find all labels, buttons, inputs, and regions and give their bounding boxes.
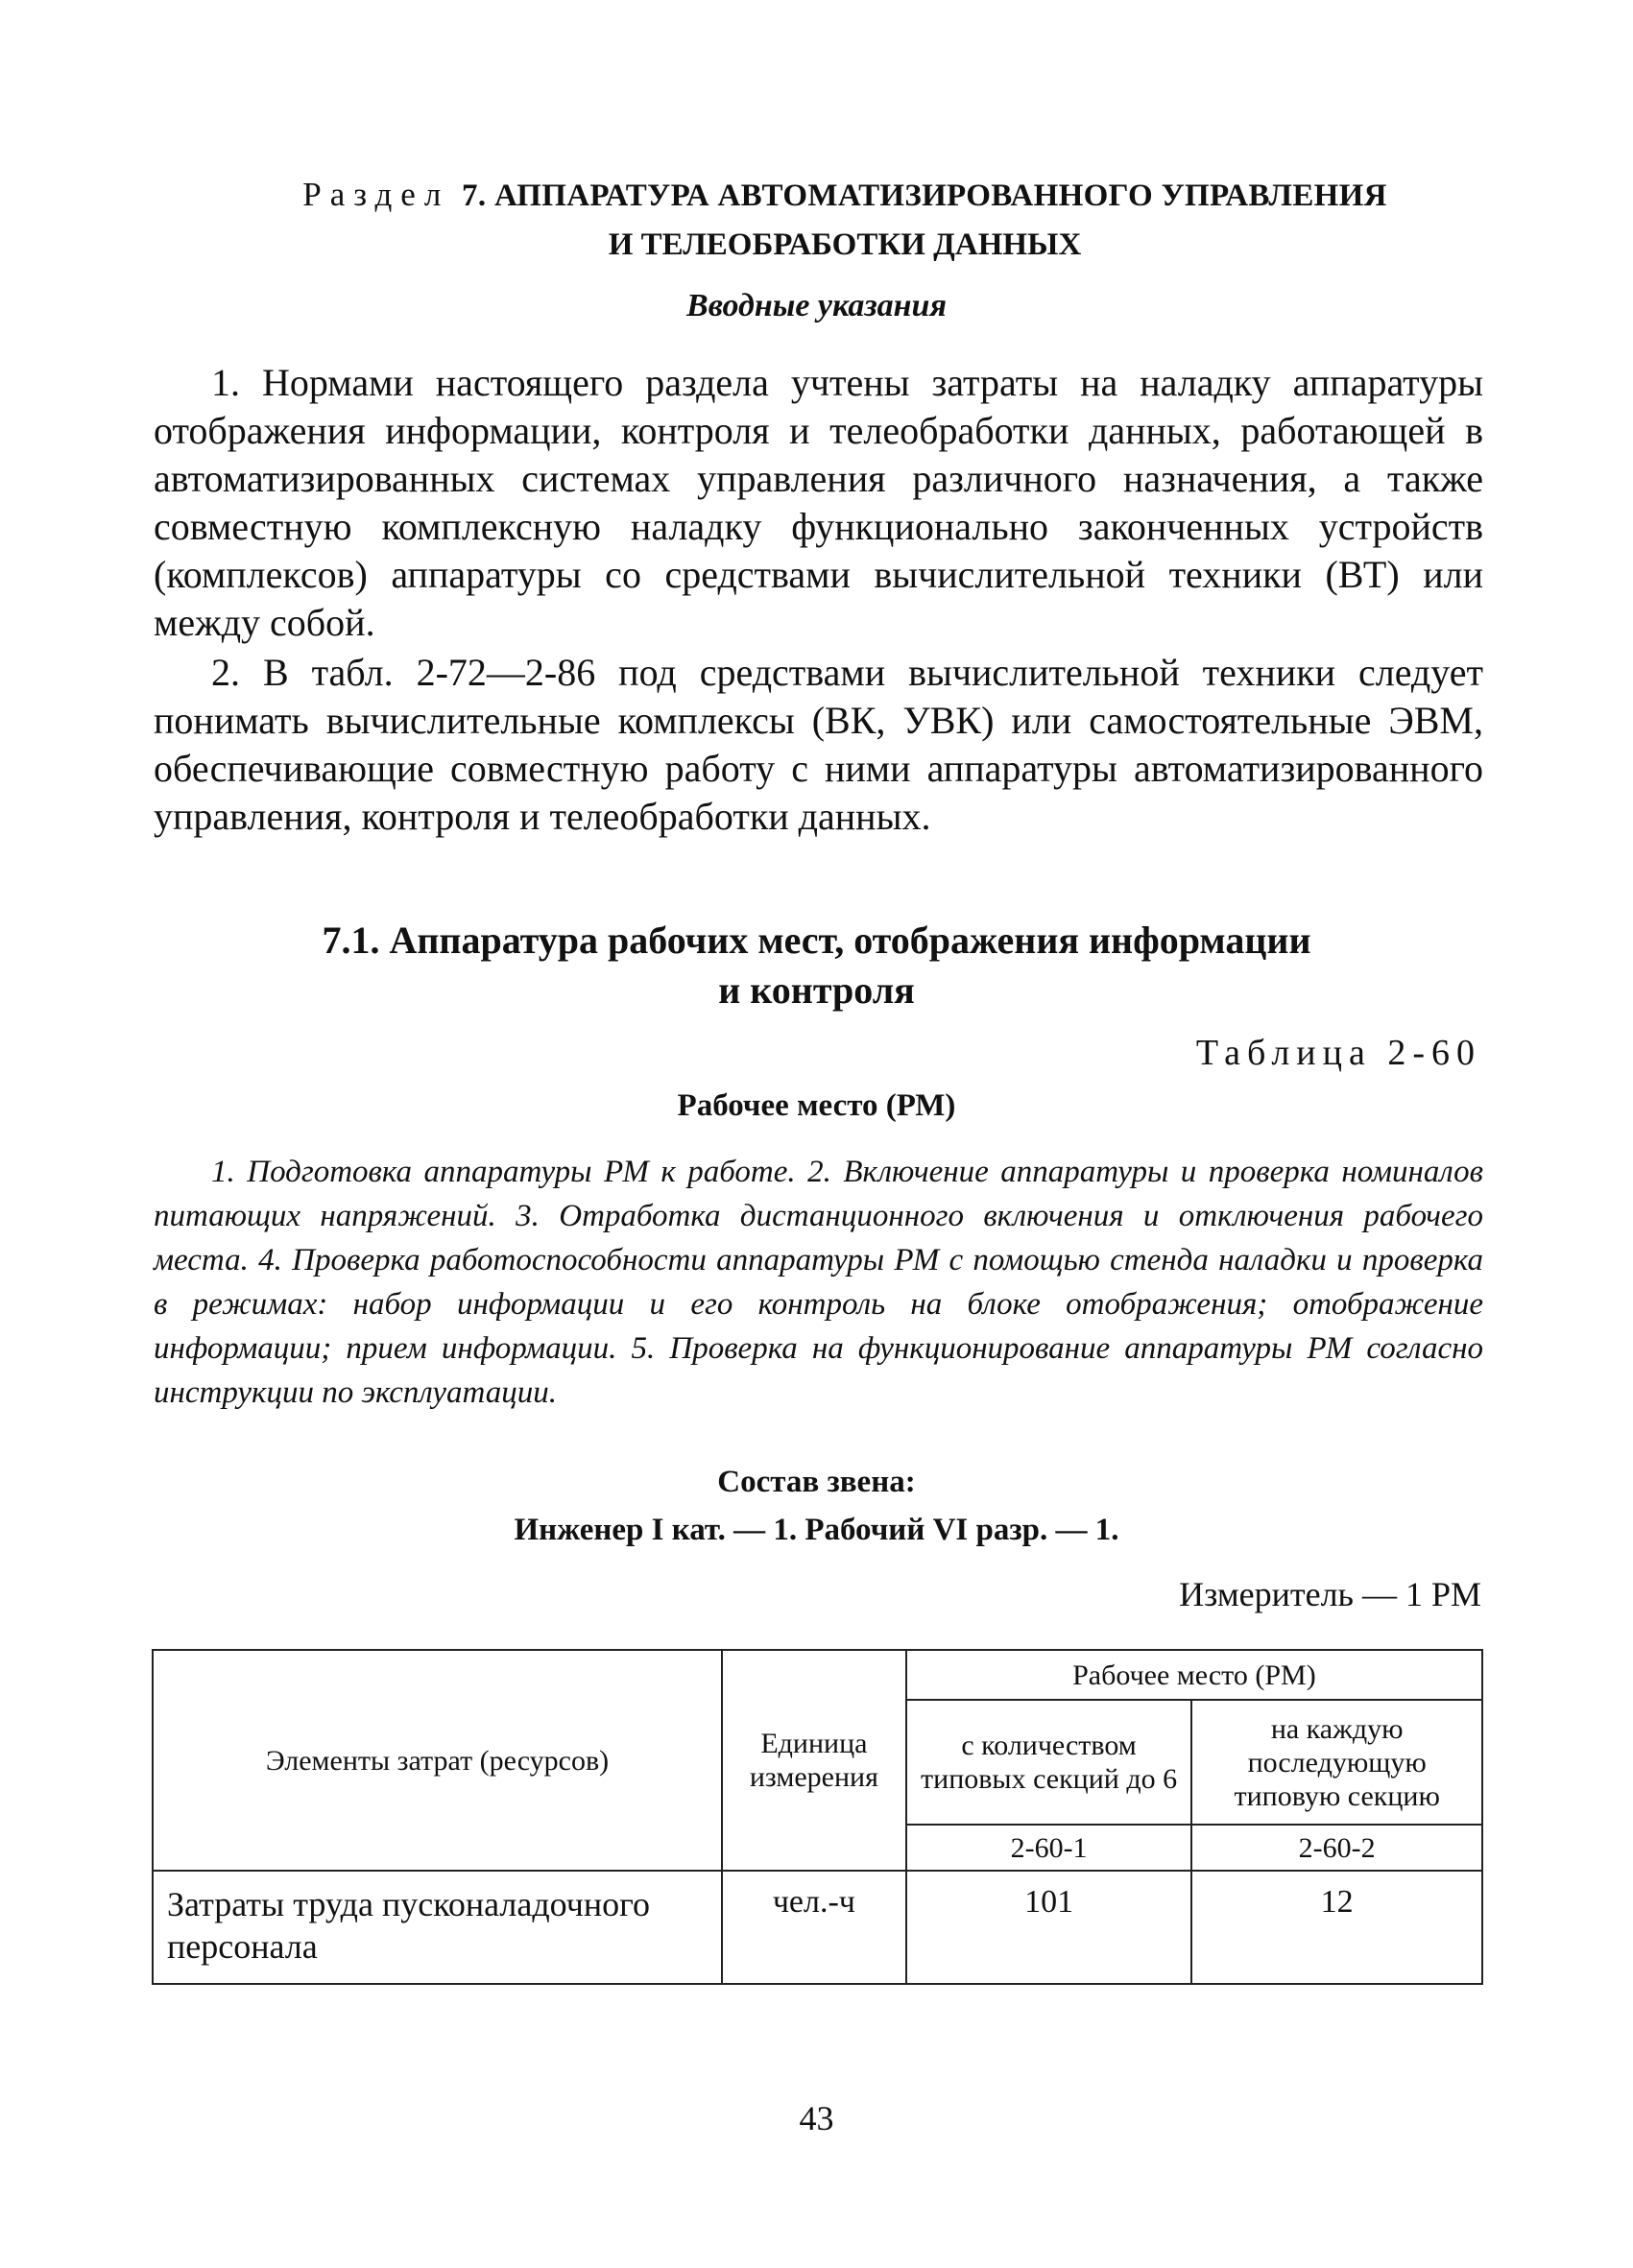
subsection-title-line1: 7.1. Аппаратура рабочих мест, отображения информации bbox=[322, 919, 1311, 962]
table-row bbox=[153, 1871, 1482, 1984]
crew-members: Инженер I кат. — 1. Рабочий VI разр. — 1. bbox=[514, 1513, 1119, 1547]
intro-heading: Вводные указания bbox=[686, 288, 947, 323]
paragraph-2: 2. В табл. 2-72—2-86 под средствами вычислительной техники следует понимать вычислительные комплексы (ВК, УВК) или самостоятельные ЭВМ, обеспечивающие совместную работу с ними аппаратуры автоматизированного управления, контроля и телеобработки данных. bbox=[154, 651, 1483, 838]
code-2: 2-60-2 bbox=[1191, 1825, 1482, 1871]
row-value-2: 12 bbox=[1191, 1871, 1482, 1984]
header-elements: Элементы затрат (ресурсов) bbox=[153, 1650, 722, 1871]
header-group: Рабочее место (РМ) bbox=[906, 1650, 1482, 1700]
header-sub-col2: на каждую последующую типовую секцию bbox=[1191, 1700, 1482, 1825]
work-description: 1. Подготовка аппаратуры РМ к работе. 2. Включение аппаратуры и проверка номиналов питающих напряжений. 3. Отработка дистанционного включения и отключения рабочего места. 4. Проверка работоспособности аппаратуры РМ с помощью стенда наладки и проверка в режимах: набор информации и его контроль на блоке отображения; отображение информации; прием информации. 5. Проверка на функционирование аппаратуры РМ согласно инструкции по эксплуатации. bbox=[154, 1155, 1483, 1410]
table-header-row bbox=[153, 1650, 1482, 1700]
section-label: Раздел bbox=[302, 176, 450, 213]
subsection-title-line2: и контроля bbox=[718, 968, 915, 1012]
page-number: 43 bbox=[799, 2099, 834, 2137]
row-element: Затраты труда пусконаладочного персонала bbox=[153, 1871, 722, 1984]
table-label: Таблица 2-60 bbox=[1195, 1033, 1481, 1073]
crew-heading: Состав звена: bbox=[717, 1465, 916, 1499]
table-name: Рабочее место (РМ) bbox=[677, 1088, 956, 1123]
header-unit: Единица измерения bbox=[722, 1650, 906, 1871]
section-title-line1: 7. АППАРАТУРА АВТОМАТИЗИРОВАННОГО УПРАВЛЕНИЯ bbox=[462, 179, 1387, 213]
section-title-line2: И ТЕЛЕОБРАБОТКИ ДАННЫХ bbox=[608, 227, 1082, 262]
subsection-title bbox=[0, 916, 1633, 1015]
resource-table bbox=[152, 1649, 1483, 1985]
measure-unit: Измеритель — 1 РМ bbox=[1179, 1575, 1481, 1613]
row-unit: чел.-ч bbox=[722, 1871, 906, 1984]
section-title bbox=[182, 171, 1507, 270]
header-sub-col1: с количеством типовых секций до 6 bbox=[906, 1700, 1192, 1825]
row-value-1: 101 bbox=[906, 1871, 1192, 1984]
paragraph-1: 1. Нормами настоящего раздела учтены затраты на наладку аппаратуры отображения информации, контроля и телеобработки данных, работающей в автоматизированных системах управления различного назначения, а также совместную комплексную наладку функционально законченных устройств (комплексов) аппаратуры со средствами вычислительной техники (ВТ) или между собой. bbox=[154, 361, 1483, 644]
code-1: 2-60-1 bbox=[906, 1825, 1192, 1871]
